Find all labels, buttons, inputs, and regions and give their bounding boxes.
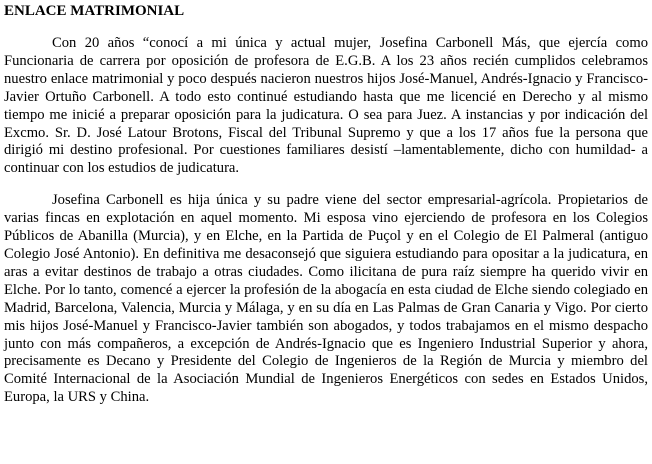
paragraph-1: Con 20 años “conocí a mi única y actual mujer, Josefina Carbonell Más, que ejercía como Funcionaria de carrera por oposición de profesora de E.G.B. A los 23 años recién cumplidos celebramos nuestro enlace matrimonial y poco después nacieron nuestros hijos José-Manuel, Andrés-Ignacio y Francisco-Javier Ortuño Carbonell. A todo esto continué estudiando hasta que me licencié en Derecho y al mismo tiempo me inicié a preparar oposición para la judicatura. O sea para Juez. A instancias y por indicación del Excmo. Sr. D. José Latour Brotons, Fiscal del Tribunal Supremo y que a los 17 años fue la persona que dirigió mi destino profesional. Por cuestiones familiares desistí –lamentablemente, dicho con humildad- a continuar con los estudios de judicatura. xyxy=(4,35,648,177)
document-title: ENLACE MATRIMONIAL xyxy=(4,3,185,19)
paragraph-2: Josefina Carbonell es hija única y su padre viene del sector empresarial-agrícola. Propietarios de varias fincas en explotación en aquel momento. Mi esposa vino ejerciendo de profesora en los Colegios Públicos de Abanilla (Murcia), y en Elche, en la Partida de Puçol y en el Colegio de El Palmeral (antiguo Colegio José Antonio). En definitiva me desaconsejó que siguiera estudiando para opositar a la judicatura, en aras a evitar destinos de trabajo a otras ciudades. Como ilicitana de pura raíz siempre ha querido vivir en Elche. Por lo tanto, comencé a ejercer la profesión de la abogacía en esta ciudad de Elche siendo colegiado en Madrid, Barcelona, Valencia, Murcia y Málaga, y en su día en Las Palmas de Gran Canaria y Vigo. Por cierto mis hijos José-Manuel y Francisco-Javier también son abogados, y todos trabajamos en el mismo despacho junto con más compañeros, a excepción de Andrés-Ignacio que es Ingeniero Industrial Superior y ahora, precisamente es Decano y Presidente del Colegio de Ingenieros de la Región de Murcia y miembro del Comité Internacional de la Asociación Mundial de Ingenieros Energéticos con sedes en Estados Unidos, Europa, la URS y China. xyxy=(4,192,648,406)
document-page xyxy=(4,2,648,407)
